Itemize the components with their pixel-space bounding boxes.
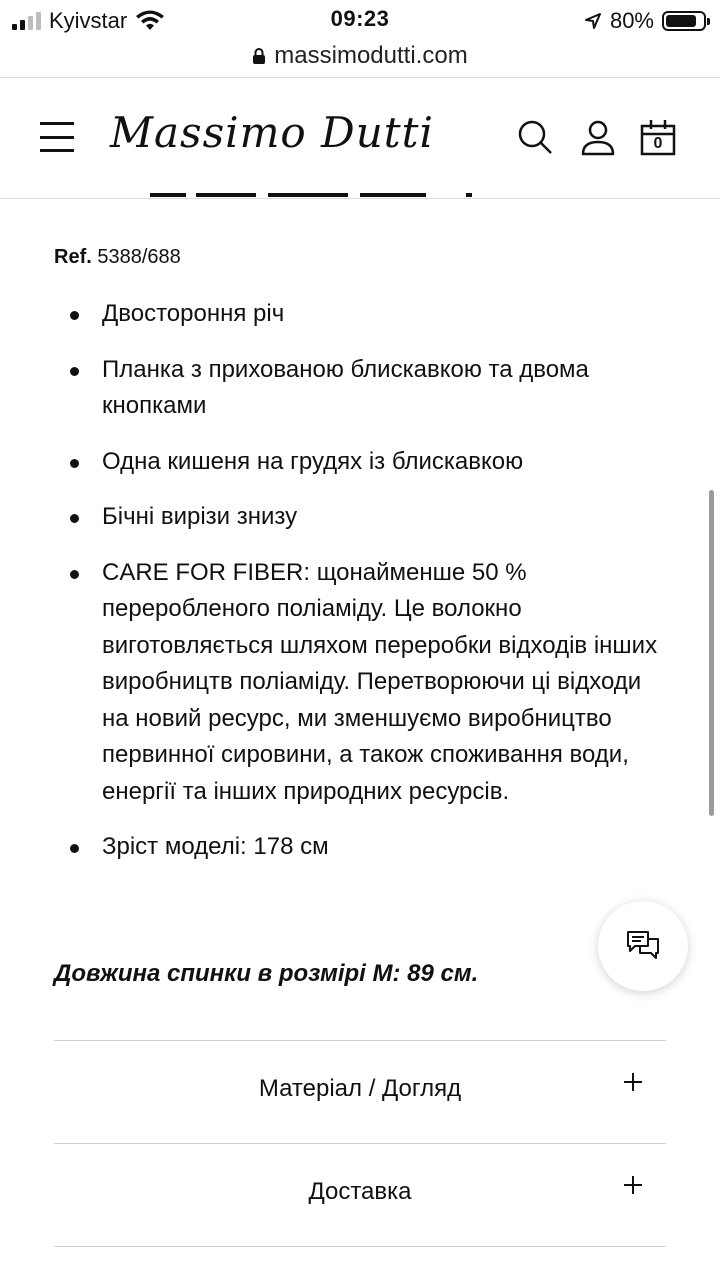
battery-icon <box>662 11 706 31</box>
plus-icon[interactable] <box>624 1176 642 1194</box>
bullet-icon <box>70 311 79 320</box>
chat-button[interactable] <box>598 901 688 991</box>
list-item <box>54 555 674 811</box>
back-length-note: Довжина спинки в розмірі M: 89 см. <box>54 960 479 987</box>
carrier-name: Kyivstar <box>49 8 128 33</box>
user-icon[interactable] <box>580 118 616 158</box>
bullet-icon <box>70 844 79 853</box>
menu-icon[interactable] <box>40 122 74 152</box>
search-icon[interactable] <box>516 118 556 158</box>
detail-text: Зріст моделі: 178 см <box>102 833 329 860</box>
accordion-title: Доставка <box>308 1178 412 1205</box>
location-arrow-icon <box>584 12 602 30</box>
battery-percentage: 80% <box>609 8 654 33</box>
cart-count: 0 <box>653 135 663 152</box>
detail-text: CARE FOR FIBER: щонайменше 50 % переробленого поліаміду. Це волокно виготовляється шляхом переробки відходів інших виробництв поліаміду. Перетворюючи ці відходи на новий ресурс, ми зменшуємо виробництво первинної сировини, а також споживання води, енергії та інших природних ресурсів. <box>102 558 658 805</box>
list-item <box>54 829 674 866</box>
divider <box>54 1246 666 1247</box>
bullet-icon <box>70 570 79 579</box>
header-divider <box>0 198 720 199</box>
ref-label: Ref. <box>54 246 92 268</box>
plus-icon[interactable] <box>624 1073 642 1091</box>
product-reference <box>54 246 181 269</box>
detail-text: Двостороння річ <box>102 300 285 327</box>
address-bar[interactable] <box>0 36 720 76</box>
detail-text: Одна кишеня на грудях із блискавкою <box>102 447 524 475</box>
bullet-icon <box>70 514 79 523</box>
bullet-icon <box>70 459 79 468</box>
bag-icon[interactable] <box>640 118 676 158</box>
list-item <box>54 352 674 425</box>
product-details-list <box>54 296 674 885</box>
clock: 09:23 <box>330 6 390 31</box>
chat-icon <box>625 929 661 963</box>
bullet-icon <box>70 367 79 376</box>
ref-value: 5388/688 <box>97 246 181 268</box>
scrollbar[interactable] <box>709 490 714 816</box>
list-item <box>54 444 674 481</box>
accordion-title: Матеріал / Догляд <box>258 1075 462 1102</box>
list-item <box>54 499 674 536</box>
detail-text: Бічні вирізи знизу <box>102 503 298 530</box>
detail-text: Планка з прихованою блискавкою та двома кнопками <box>102 355 589 419</box>
lock-icon <box>252 47 266 65</box>
accordion-material-care[interactable] <box>54 1041 666 1143</box>
site-header <box>0 78 720 198</box>
list-item <box>54 296 674 333</box>
url-text: massimodutti.com <box>274 42 468 69</box>
status-bar <box>0 0 720 40</box>
brand-logo[interactable]: Massimo Dutti <box>110 108 434 157</box>
accordion-delivery[interactable] <box>54 1144 666 1246</box>
